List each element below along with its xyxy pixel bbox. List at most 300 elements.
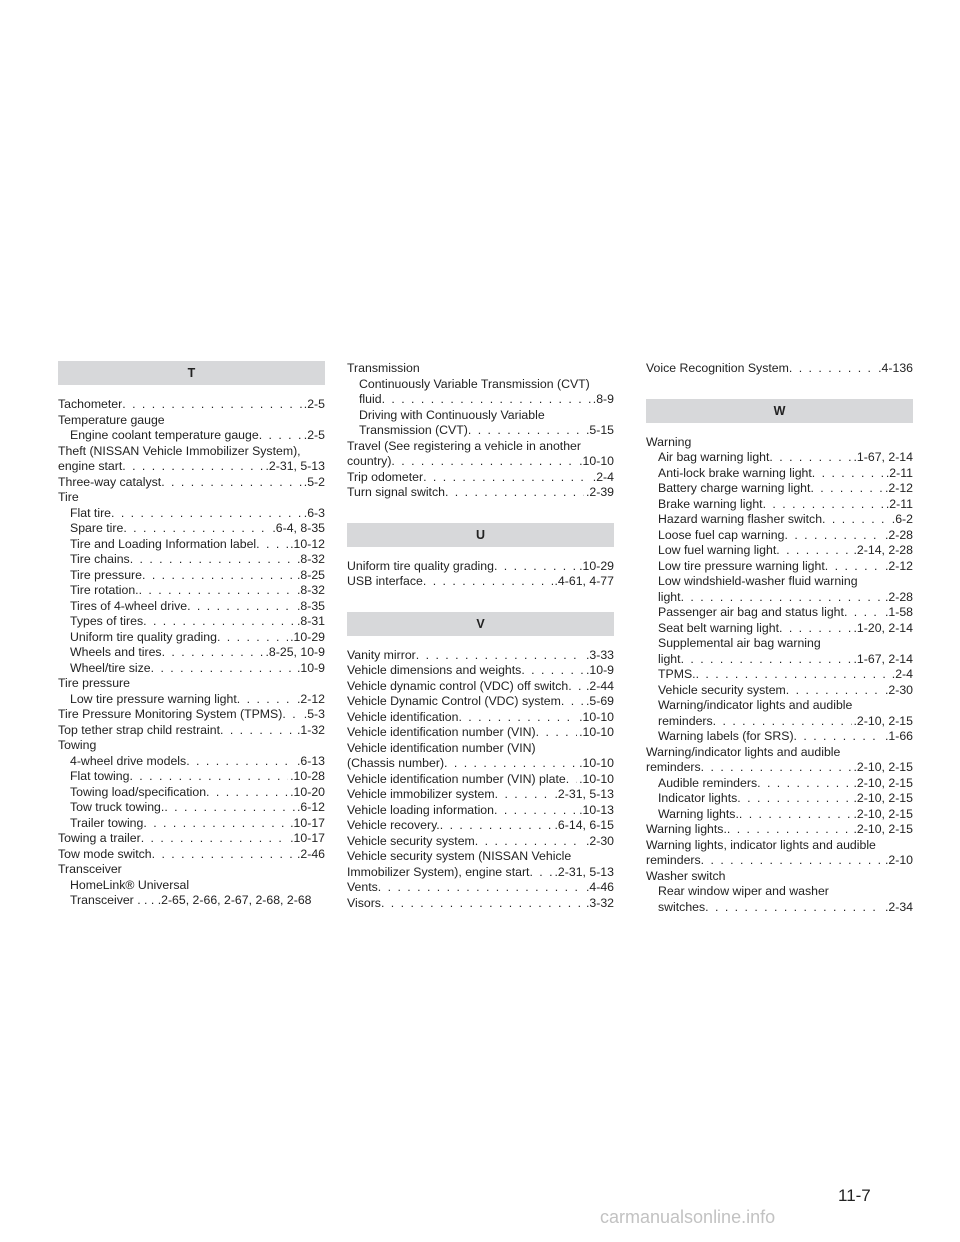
- index-term: Tire pressure: [58, 676, 130, 690]
- index-entry: [646, 481, 913, 497]
- index-entry: [58, 490, 325, 506]
- index-term: 4-wheel drive models: [70, 753, 187, 768]
- index-term: Tire rotation.: [70, 583, 139, 597]
- index-page-ref: .10-28: [290, 769, 325, 783]
- index-term: Theft (NISSAN Vehicle Immobilizer System),: [58, 443, 301, 458]
- index-entry: [347, 834, 614, 850]
- index-entry: [58, 397, 325, 413]
- dot-leader: [681, 652, 852, 668]
- dot-leader: [784, 528, 882, 544]
- index-page-ref: .1-67, 2-14: [853, 450, 913, 464]
- index-entry: [58, 878, 325, 894]
- index-page-ref: .1-58: [884, 605, 913, 619]
- dot-leader: [825, 559, 883, 575]
- index-page-ref: .2-28: [884, 527, 913, 542]
- index-entry: [58, 645, 325, 661]
- index-term: Uniform tire quality grading: [70, 629, 217, 644]
- dot-leader: [701, 853, 883, 869]
- index-page-ref: .5-2: [303, 474, 325, 489]
- index-page-ref: .2-5: [303, 397, 325, 411]
- index-entry: [646, 512, 913, 528]
- dot-leader: [701, 760, 852, 776]
- index-entry: [646, 791, 913, 807]
- dot-leader: [381, 896, 584, 912]
- index-term: Wheels and tires: [70, 645, 162, 659]
- index-term: Tire pressure: [70, 567, 142, 582]
- dot-leader: [111, 506, 302, 522]
- index-term: Towing a trailer: [58, 831, 141, 845]
- index-term: Battery charge warning light: [658, 481, 811, 495]
- dot-leader: [440, 818, 553, 834]
- section-header-v: V: [347, 612, 614, 636]
- index-term: Tire and Loading Information label: [70, 536, 257, 551]
- index-term: Loose fuel cap warning: [658, 527, 785, 542]
- index-entry: [347, 454, 614, 470]
- index-entry: [347, 787, 614, 803]
- index-term: Visors: [347, 895, 381, 910]
- index-term: Flat tire: [70, 505, 111, 520]
- index-entry: [646, 698, 913, 714]
- dot-leader: [681, 590, 883, 606]
- index-term: Vehicle dimensions and weights: [347, 663, 522, 677]
- index-term: Trailer towing: [70, 815, 144, 830]
- index-term: light: [658, 651, 681, 666]
- index-entry: [58, 676, 325, 692]
- index-term: Passenger air bag and status light: [658, 605, 844, 619]
- section-header-u: U: [347, 523, 614, 547]
- index-entry: [646, 590, 913, 606]
- index-entry: [58, 707, 325, 723]
- index-page-ref: .3-32: [585, 895, 614, 910]
- index-term: Low tire pressure warning light: [658, 558, 825, 573]
- index-page-ref: .5-69: [585, 694, 614, 708]
- index-page-ref: .2-31, 5-13: [265, 459, 325, 473]
- index-term: Three-way catalyst: [58, 474, 162, 489]
- index-term: Immobilizer System), engine start: [347, 864, 530, 879]
- index-entry: [58, 614, 325, 630]
- index-term: Brake warning light: [658, 496, 763, 511]
- index-entry: [347, 470, 614, 486]
- index-entry: [646, 683, 913, 699]
- index-entry: [347, 423, 614, 439]
- index-page-ref: .10-20: [290, 784, 325, 799]
- index-entry: [646, 543, 913, 559]
- index-entry: [58, 552, 325, 568]
- dot-leader: [475, 834, 584, 850]
- index-entry: [58, 568, 325, 584]
- dot-leader: [122, 397, 302, 413]
- index-entry: [347, 559, 614, 575]
- dot-leader: [130, 552, 295, 568]
- index-term: Washer switch: [646, 868, 726, 883]
- index-list-v: [347, 648, 614, 912]
- index-term: Vehicle identification number (VIN) plate: [347, 771, 566, 786]
- index-page-ref: .2-12: [884, 481, 913, 495]
- index-page-ref: .2-4: [891, 667, 913, 681]
- index-entry: [646, 605, 913, 621]
- dot-leader: [378, 880, 584, 896]
- index-entry: [58, 800, 325, 816]
- index-entry: [347, 725, 614, 741]
- index-term: Vehicle security system: [658, 682, 786, 697]
- dot-leader: [705, 900, 883, 916]
- index-page-ref: .8-25: [296, 567, 325, 582]
- dot-leader: [237, 692, 295, 708]
- index-term: Air bag warning light: [658, 450, 770, 464]
- dot-leader: [713, 714, 852, 730]
- index-entry: [58, 537, 325, 553]
- section-header-w: W: [646, 399, 913, 423]
- index-entry: [347, 865, 614, 881]
- dot-leader: [382, 392, 591, 408]
- index-term: Flat towing: [70, 769, 130, 783]
- index-entry: [646, 559, 913, 575]
- dot-leader: [822, 512, 890, 528]
- index-list-t: [58, 397, 325, 909]
- dot-leader: [141, 831, 288, 847]
- index-page-ref: .10-10: [579, 771, 614, 786]
- dot-leader: [566, 772, 577, 788]
- index-entry: [347, 803, 614, 819]
- index-entry: [58, 521, 325, 537]
- index-entry: [58, 475, 325, 491]
- index-entry: [646, 776, 913, 792]
- dot-leader: [844, 605, 883, 621]
- index-entry: [646, 884, 913, 900]
- index-term: Warning: [646, 434, 692, 449]
- index-entry: [58, 630, 325, 646]
- dot-leader: [256, 537, 288, 553]
- index-entry: [646, 869, 913, 885]
- index-page-ref: .2-10, 2-15: [853, 775, 913, 790]
- index-entry: [58, 459, 325, 475]
- index-page-ref: .6-13: [296, 753, 325, 768]
- index-page-ref: .2-10, 2-15: [853, 760, 913, 774]
- index-term: Trip odometer: [347, 469, 424, 484]
- index-term: reminders: [646, 760, 701, 774]
- index-term: Low fuel warning light: [658, 543, 777, 557]
- index-page-ref: .2-14, 2-28: [853, 543, 913, 557]
- index-list-v-continued: [646, 361, 913, 377]
- dot-leader: [568, 679, 584, 695]
- index-page-ref: .2-46: [296, 846, 325, 861]
- index-entry: [347, 679, 614, 695]
- index-entry: [646, 745, 913, 761]
- dot-leader: [521, 663, 584, 679]
- section-header-t: T: [58, 361, 325, 385]
- index-entry: [646, 667, 913, 683]
- dot-leader: [789, 361, 876, 377]
- index-term: Turn signal switch: [347, 485, 445, 499]
- index-term: TPMS.: [658, 667, 696, 681]
- index-term: Tire chains: [70, 552, 130, 566]
- index-term: Transceiver . . . .2-65, 2-66, 2-67, 2-68, 2-68: [70, 893, 312, 907]
- dot-leader: [445, 485, 584, 501]
- index-entry: [58, 847, 325, 863]
- index-entry: [58, 769, 325, 785]
- index-term: (Chassis number): [347, 756, 445, 770]
- index-term: Engine coolant temperature gauge: [70, 428, 259, 442]
- index-page-ref: .2-28: [884, 589, 913, 604]
- index-list-w: [646, 435, 913, 916]
- index-page-ref: .2-4: [592, 469, 614, 484]
- index-entry: [347, 361, 614, 377]
- index-entry: [58, 816, 325, 832]
- index-term: Vehicle identification number (VIN): [347, 740, 536, 755]
- index-entry: [347, 880, 614, 896]
- index-entry: [347, 439, 614, 455]
- dot-leader: [187, 599, 295, 615]
- index-page-ref: .2-30: [585, 833, 614, 848]
- index-term: Vehicle recovery.: [347, 818, 440, 832]
- index-page-ref: .1-66: [884, 729, 913, 743]
- index-page-ref: .8-25, 10-9: [265, 645, 325, 659]
- index-term: reminders: [646, 853, 701, 867]
- dot-leader: [779, 621, 852, 637]
- index-entry: [646, 838, 913, 854]
- index-entry: [646, 621, 913, 637]
- index-entry: [646, 822, 913, 838]
- index-entry: [58, 738, 325, 754]
- index-term: Warning lights.: [646, 822, 727, 836]
- index-page-ref: .2-10: [884, 853, 913, 867]
- index-term: Seat belt warning light: [658, 620, 779, 635]
- index-page-ref: .10-29: [579, 558, 614, 573]
- dot-leader: [495, 787, 553, 803]
- dot-leader: [423, 574, 553, 590]
- index-entry: [347, 756, 614, 772]
- index-term: Vehicle identification: [347, 709, 459, 724]
- index-entry: [347, 392, 614, 408]
- index-entry: [347, 818, 614, 834]
- watermark: carmanualsonline.info: [600, 1207, 776, 1227]
- index-term: Rear window wiper and washer: [658, 884, 829, 898]
- dot-leader: [757, 776, 851, 792]
- index-page-ref: .2-10, 2-15: [853, 791, 913, 805]
- index-term: USB interface: [347, 574, 423, 588]
- index-page-ref: .2-30: [884, 682, 913, 697]
- index-page-ref: .10-10: [579, 454, 614, 468]
- index-term: Continuously Variable Transmission (CVT): [359, 376, 590, 391]
- index-term: Warning lights, indicator lights and audible: [646, 837, 876, 852]
- dot-leader: [259, 428, 302, 444]
- dot-leader: [162, 645, 264, 661]
- dot-leader: [151, 661, 295, 677]
- index-page-ref: .1-20, 2-14: [853, 620, 913, 635]
- dot-leader: [494, 559, 577, 575]
- index-page-ref: .2-5: [303, 428, 325, 442]
- index-entry: [58, 893, 325, 909]
- index-page-ref: .10-10: [579, 756, 614, 770]
- dot-leader: [494, 803, 577, 819]
- index-page-ref: .10-13: [579, 802, 614, 817]
- index-entry: [646, 466, 913, 482]
- index-term: Uniform tire quality grading: [347, 558, 494, 573]
- index-entry: [646, 760, 913, 776]
- index-entry: [646, 528, 913, 544]
- index-page-ref: .5-3: [303, 707, 325, 721]
- index-page-ref: .8-35: [296, 598, 325, 613]
- index-page-ref: .6-14, 6-15: [554, 818, 614, 832]
- index-entry: [646, 900, 913, 916]
- index-entry: [646, 574, 913, 590]
- dot-leader: [812, 466, 884, 482]
- index-term: Towing load/specification: [70, 784, 207, 799]
- dot-leader: [786, 683, 883, 699]
- index-page-ref: .2-39: [585, 485, 614, 499]
- index-entry: [58, 583, 325, 599]
- dot-leader: [727, 822, 852, 838]
- dot-leader: [122, 459, 263, 475]
- index-term: Tire: [58, 490, 79, 504]
- index-entry: [646, 853, 913, 869]
- index-term: Vehicle dynamic control (VDC) off switch: [347, 678, 569, 693]
- index-entry: [58, 692, 325, 708]
- index-page-ref: .10-10: [579, 709, 614, 724]
- index-page-ref: .6-4, 8-35: [272, 521, 325, 535]
- index-entry: [58, 862, 325, 878]
- index-term: Supplemental air bag warning: [658, 636, 821, 650]
- dot-leader: [186, 754, 295, 770]
- index-page-ref: .10-12: [290, 536, 325, 551]
- index-page-ref: .1-32: [296, 722, 325, 737]
- dot-leader: [696, 667, 890, 683]
- index-page-ref: .2-11: [885, 465, 913, 480]
- index-term: Vehicle Dynamic Control (VDC) system: [347, 694, 561, 708]
- index-page-ref: .2-10, 2-15: [853, 713, 913, 728]
- index-entry: [646, 807, 913, 823]
- dot-leader: [769, 450, 851, 466]
- index-entry: [646, 361, 913, 377]
- index-entry: [347, 772, 614, 788]
- index-column-2: [347, 361, 614, 911]
- index-term: Vehicle identification number (VIN): [347, 725, 536, 739]
- dot-leader: [423, 470, 591, 486]
- dot-leader: [416, 648, 584, 664]
- index-entry: [58, 661, 325, 677]
- index-page-ref: .5-15: [585, 423, 614, 437]
- index-term: Warning lights.: [658, 806, 739, 821]
- index-page-ref: .4-46: [585, 880, 614, 894]
- page-number: 11-7: [838, 1186, 871, 1205]
- index-page-ref: .2-10, 2-15: [853, 822, 913, 836]
- index-term: Wheel/tire size: [70, 660, 151, 675]
- dot-leader: [468, 423, 584, 439]
- index-column-3: [646, 361, 913, 915]
- index-page-ref: .2-11: [885, 496, 913, 511]
- dot-leader: [444, 756, 577, 772]
- index-term: Vehicle immobilizer system: [347, 787, 495, 801]
- index-term: Towing: [58, 738, 97, 752]
- index-term: fluid: [359, 392, 382, 406]
- index-term: Tow mode switch: [58, 846, 152, 861]
- index-term: Tow truck towing.: [70, 800, 165, 814]
- dot-leader: [739, 807, 852, 823]
- index-page-ref: .6-12: [296, 800, 325, 814]
- index-term: Warning labels (for SRS): [658, 729, 794, 743]
- index-entry: [347, 377, 614, 393]
- index-entry: [347, 694, 614, 710]
- index-entry: [58, 785, 325, 801]
- index-entry: [646, 450, 913, 466]
- dot-leader: [142, 568, 295, 584]
- index-page-ref: .8-9: [592, 392, 614, 406]
- dot-leader: [217, 630, 288, 646]
- index-term: engine start: [58, 459, 123, 473]
- index-page-ref: .8-32: [296, 552, 325, 566]
- index-term: Tire Pressure Monitoring System (TPMS): [58, 707, 283, 721]
- dot-leader: [143, 816, 288, 832]
- index-entry: [347, 408, 614, 424]
- index-term: Tires of 4-wheel drive: [70, 598, 188, 613]
- dot-leader: [143, 614, 295, 630]
- index-entry: [58, 831, 325, 847]
- index-page-ref: .8-31: [296, 614, 325, 628]
- index-term: Vehicle security system: [347, 833, 475, 848]
- dot-leader: [123, 521, 270, 537]
- dot-leader: [220, 723, 295, 739]
- index-entry: [347, 663, 614, 679]
- index-term: Indicator lights: [658, 791, 738, 805]
- index-page-ref: .10-17: [290, 831, 325, 845]
- index-page-ref: .6-2: [891, 512, 913, 526]
- index-page-ref: .1-67, 2-14: [853, 651, 913, 666]
- index-term: country): [347, 454, 392, 468]
- index-page-ref: .10-17: [290, 815, 325, 830]
- index-column-1: [58, 361, 325, 909]
- dot-leader: [129, 769, 288, 785]
- index-entry: [347, 485, 614, 501]
- dot-leader: [810, 481, 883, 497]
- index-entry: [347, 574, 614, 590]
- index-term: Low tire pressure warning light: [70, 691, 237, 706]
- dot-leader: [206, 785, 288, 801]
- index-term: light: [658, 589, 681, 604]
- index-entry: [646, 652, 913, 668]
- index-entry: [58, 723, 325, 739]
- index-term: Warning/indicator lights and audible: [658, 698, 853, 712]
- index-entry: [347, 896, 614, 912]
- index-term: Transmission (CVT): [359, 423, 468, 437]
- dot-leader: [763, 497, 884, 513]
- index-entry: [347, 710, 614, 726]
- dot-leader: [164, 800, 295, 816]
- index-term: Temperature gauge: [58, 412, 165, 427]
- index-entry: [646, 636, 913, 652]
- index-entry: [347, 849, 614, 865]
- index-term: HomeLink® Universal: [70, 877, 190, 892]
- index-term: Top tether strap child restraint: [58, 722, 220, 737]
- index-term: Vehicle security system (NISSAN Vehicle: [347, 849, 572, 863]
- index-term: reminders: [658, 713, 713, 728]
- index-page-ref: .4-61, 4-77: [554, 574, 614, 588]
- index-entry: [347, 648, 614, 664]
- index-term: Spare tire: [70, 521, 124, 535]
- dot-leader: [139, 583, 295, 599]
- index-term: Transceiver: [58, 862, 122, 876]
- index-entry: [58, 444, 325, 460]
- index-page-ref: .3-33: [585, 647, 614, 662]
- index-term: switches: [658, 899, 706, 914]
- index-entry: [58, 754, 325, 770]
- index-entry: [646, 714, 913, 730]
- index-term: Audible reminders: [658, 775, 758, 790]
- index-term: Vanity mirror: [347, 647, 416, 662]
- index-entry: [58, 599, 325, 615]
- index-list-u: [347, 559, 614, 590]
- index-page-ref: .4-136: [878, 361, 913, 375]
- index-page-ref: .2-34: [884, 899, 913, 914]
